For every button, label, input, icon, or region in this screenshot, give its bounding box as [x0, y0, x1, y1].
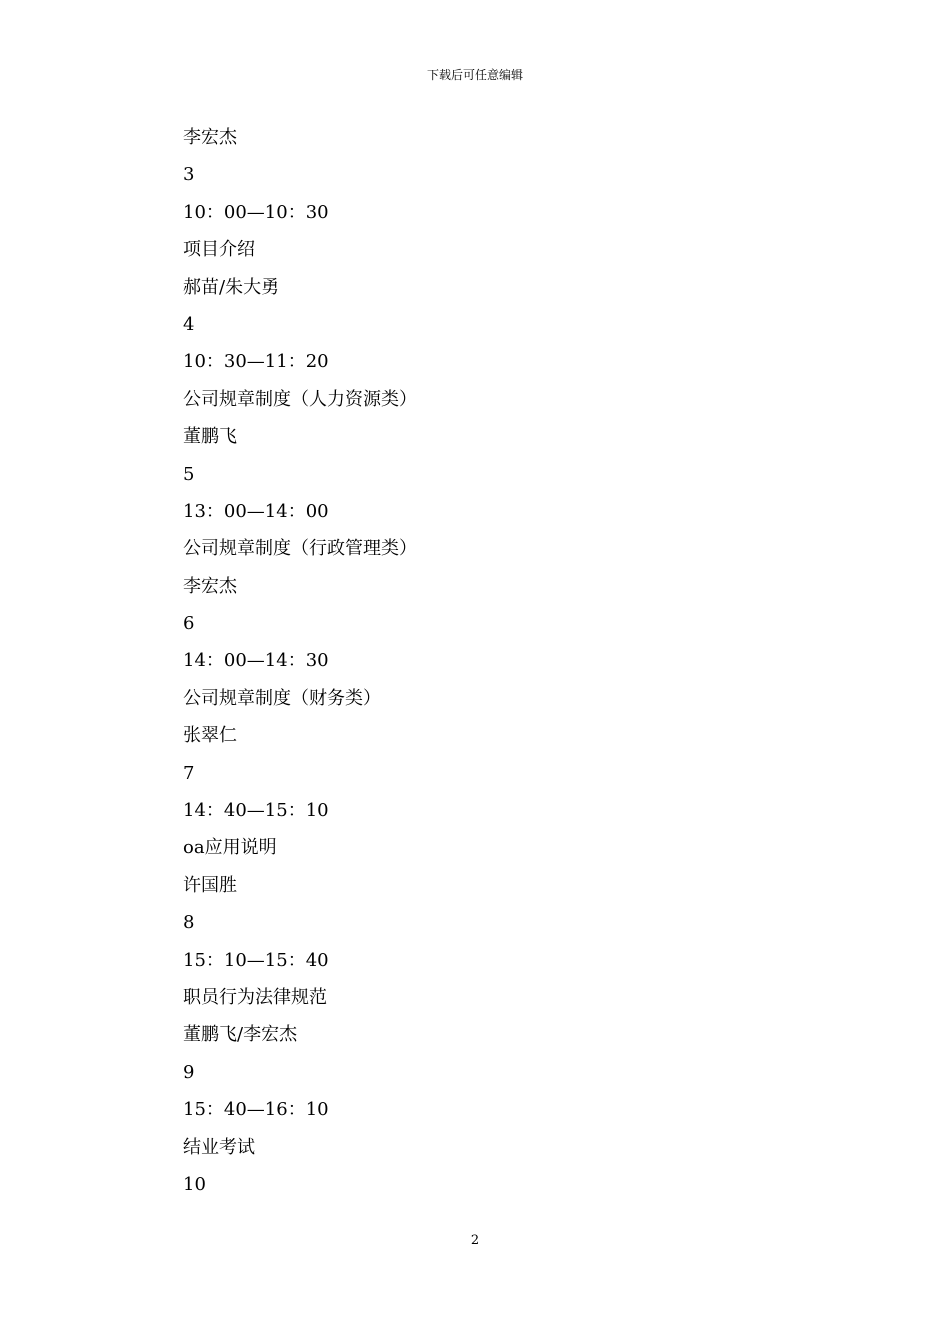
text-line: 14：40—15：10 — [183, 800, 329, 822]
document-body — [183, 126, 783, 1210]
text-line: 公司规章制度（人力资源类） — [183, 388, 417, 410]
text-line: 许国胜 — [183, 874, 237, 896]
text-line: 李宏杰 — [183, 575, 237, 597]
text-line: 6 — [183, 613, 195, 635]
text-line: 职员行为法律规范 — [183, 986, 327, 1008]
text-line: 10 — [183, 1173, 206, 1195]
text-line: 结业考试 — [183, 1136, 255, 1158]
text-line: 李宏杰 — [183, 127, 237, 148]
text-line: 张翠仁 — [183, 725, 237, 747]
text-line: 14：00—14：30 — [183, 650, 329, 672]
text-line: 8 — [183, 912, 195, 934]
text-line: 董鹏飞 — [183, 426, 237, 448]
page-number: 2 — [470, 1233, 480, 1248]
text-line: 董鹏飞/李宏杰 — [183, 1024, 298, 1046]
text-line: 4 — [183, 313, 195, 335]
text-line: 公司规章制度（财务类） — [183, 687, 381, 709]
text-line: 13：00—14：00 — [183, 500, 329, 522]
text-line: 3 — [183, 164, 195, 186]
text-line: 公司规章制度（行政管理类） — [183, 538, 417, 560]
text-line: 5 — [183, 463, 195, 485]
text-line: 10：30—11：20 — [183, 351, 329, 373]
text-line: 15：40—16：10 — [183, 1099, 329, 1121]
text-line: 郝苗/朱大勇 — [183, 276, 280, 298]
text-line: 9 — [183, 1061, 195, 1083]
text-line: 15：10—15：40 — [183, 949, 329, 971]
text-line: oa应用说明 — [183, 837, 277, 859]
text-line: 7 — [183, 762, 195, 784]
text-line: 10：00—10：30 — [183, 201, 329, 223]
text-line: 项目介绍 — [183, 239, 255, 261]
page-header: 下载后可任意编辑 — [426, 68, 523, 82]
